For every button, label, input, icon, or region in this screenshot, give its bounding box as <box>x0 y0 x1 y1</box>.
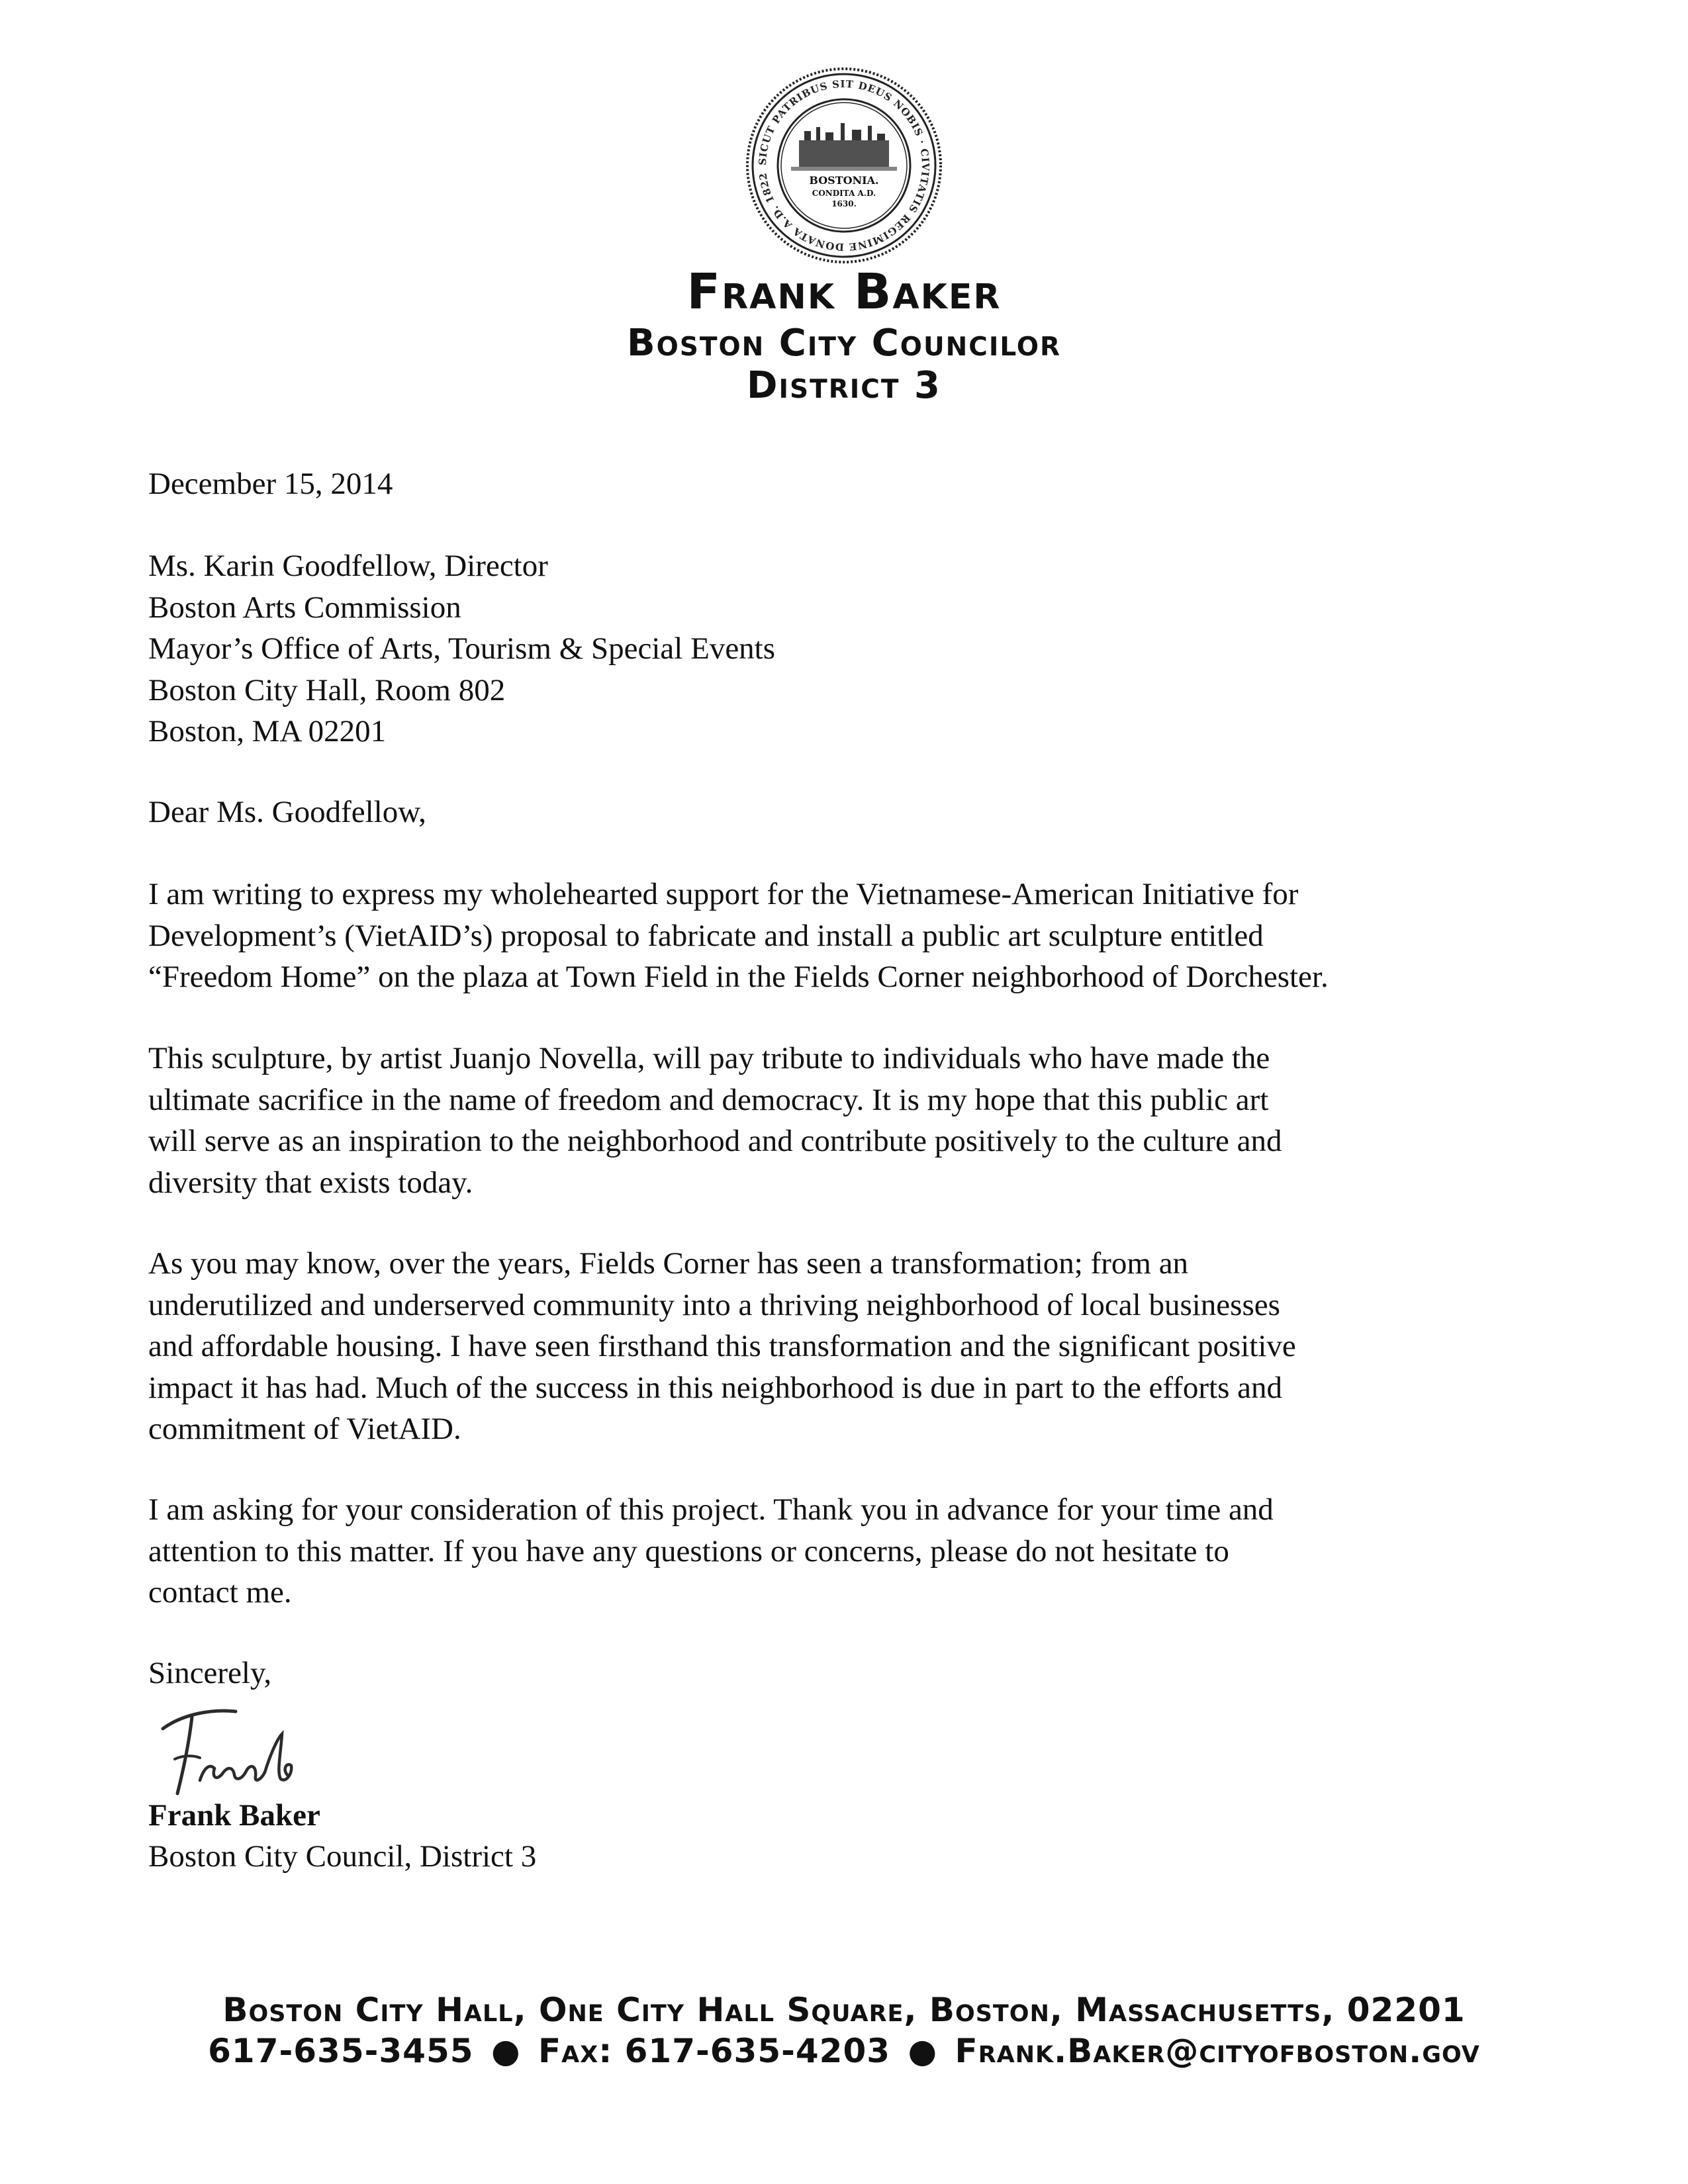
footer-contact <box>0 2032 1688 2070</box>
paragraph-line: contact me. <box>148 1575 292 1610</box>
body-paragraph-1 <box>148 874 1552 998</box>
paragraph-line: commitment of VietAID. <box>148 1412 461 1446</box>
bullet-separator: ● <box>908 2032 938 2070</box>
seal-center-line-3: 1630. <box>831 199 857 208</box>
recipient-line: Ms. Karin Goodfellow, Director <box>148 549 548 583</box>
paragraph-line: As you may know, over the years, Fields Corner has seen a transformation; from an <box>148 1246 1189 1281</box>
paragraph-line: will serve as an inspiration to the neighborhood and contribute positively to the culture and <box>148 1124 1282 1158</box>
salutation: Dear Ms. Goodfellow, <box>148 795 426 829</box>
recipient-line: Boston City Hall, Room 802 <box>148 672 506 707</box>
seal-center-line-2: CONDITA A.D. <box>812 189 876 198</box>
paragraph-line: attention to this matter. If you have any questions or concerns, please do not hesitate to <box>148 1533 1229 1569</box>
body-paragraph-3 <box>148 1243 1552 1450</box>
signer-title: Boston City Council, District 3 <box>148 1839 537 1874</box>
signer-name: Frank Baker <box>148 1798 320 1833</box>
letterhead-title: Boston City Councilor <box>626 322 1062 365</box>
paragraph-line: I am asking for your consideration of this project. Thank you in advance for your time and <box>148 1492 1274 1527</box>
footer-email: Frank.Baker@cityofboston.gov <box>955 2032 1480 2070</box>
recipient-line: Mayor’s Office of Arts, Tourism & Special Events <box>148 631 776 666</box>
recipient-address <box>148 545 1552 752</box>
body-paragraph-4 <box>148 1489 1552 1614</box>
bullet-separator: ● <box>491 2032 521 2070</box>
footer-phone: 617-635-3455 <box>208 2032 474 2070</box>
footer-address: Boston City Hall, One City Hall Square, Boston, Massachusetts, 02201 <box>222 1991 1466 2029</box>
letter-date: December 15, 2014 <box>148 467 393 501</box>
paragraph-line: Development’s (VietAID’s) proposal to fabricate and install a public art sculpture entitled <box>148 918 1264 953</box>
letterhead-district: District 3 <box>747 364 941 407</box>
paragraph-line: “Freedom Home” on the plaza at Town Field in the Fields Corner neighborhood of Dorchester. <box>148 960 1329 994</box>
footer-fax: Fax: 617-635-4203 <box>538 2032 891 2070</box>
paragraph-line: I am writing to express my wholehearted support for the Vietnamese-American Initiative for <box>148 877 1299 911</box>
recipient-line: Boston Arts Commission <box>148 590 461 625</box>
boston-city-seal <box>745 66 943 265</box>
closing: Sincerely, <box>148 1656 272 1690</box>
seal-center-line-1: BOSTONIA. <box>809 174 879 187</box>
body-paragraph-2 <box>148 1038 1552 1203</box>
recipient-line: Boston, MA 02201 <box>148 714 387 749</box>
paragraph-line: impact it has had. Much of the success in this neighborhood is due in part to the efforts and <box>148 1370 1282 1405</box>
paragraph-line: and affordable housing. I have seen firsthand this transformation and the significant positive <box>148 1329 1296 1363</box>
handwritten-signature <box>151 1694 310 1807</box>
paragraph-line: underutilized and underserved community into a thriving neighborhood of local businesses <box>148 1287 1280 1322</box>
paragraph-line: This sculpture, by artist Juanjo Novella, will pay tribute to individuals who have made the <box>148 1041 1270 1075</box>
paragraph-line: ultimate sacrifice in the name of freedom and democracy. It is my hope that this public art <box>148 1082 1269 1117</box>
paragraph-line: diversity that exists today. <box>148 1165 473 1200</box>
seal-ring-text: SICUT PATRIBUS SIT DEUS NOBIS · CIVITATIS REGIMINE DONATA A.D. 1822 <box>756 77 932 253</box>
letterhead-name: Frank Baker <box>686 263 1002 320</box>
